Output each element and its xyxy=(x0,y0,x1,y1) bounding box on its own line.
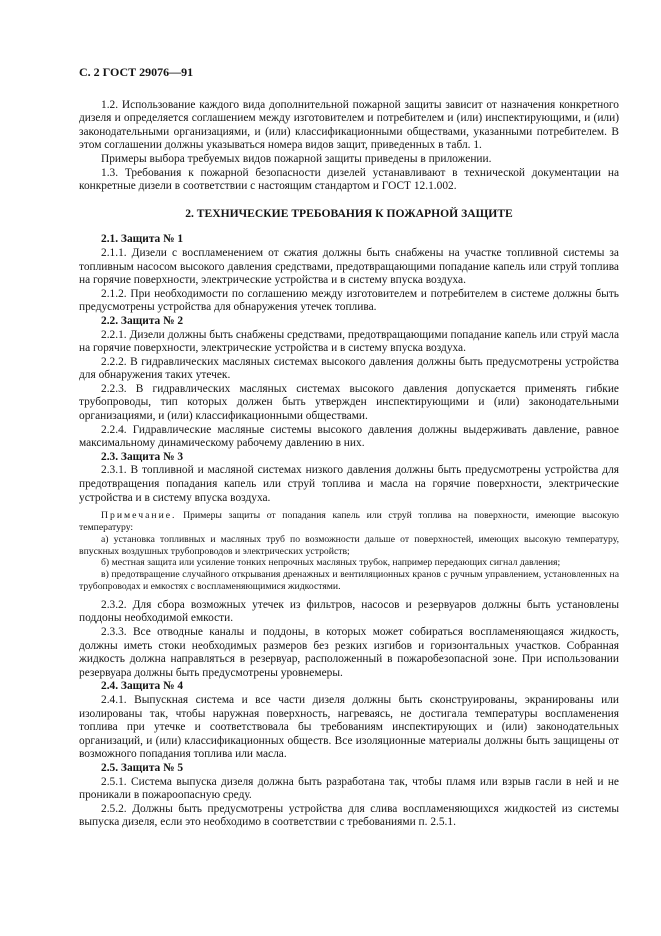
subsection-2-4-title: 2.4. Защита № 4 xyxy=(101,680,184,693)
subsection-2-5-title: 2.5. Защита № 5 xyxy=(101,761,184,774)
subsection-2-3-title: 2.3. Защита № 3 xyxy=(101,450,184,463)
subsection-2-1-title: 2.1. Защита № 1 xyxy=(101,233,184,246)
paragraph-2-5-1: 2.5.1. Система выпуска дизеля должна быть разработана так, чтобы пламя или взрыв гасли в ней и не проникали в пожароопасную среду. xyxy=(79,775,619,802)
page-header: С. 2 ГОСТ 29076—91 xyxy=(79,65,194,79)
paragraph-examples: Примеры выбора требуемых видов пожарной защиты приведены в приложении. xyxy=(101,152,492,165)
paragraph-2-1-2: 2.1.2. При необходимости по соглашению между изготовителем и потребителем в системе должны быть предусмотрены устройства для обнаружения утечек топлива. xyxy=(79,287,619,314)
note-block xyxy=(79,510,619,593)
paragraph-2-3-3: 2.3.3. Все отводные каналы и поддоны, в которых может собираться воспламеняющаяся жидкость, должны иметь стоки необходимых размеров без резких изгибов и горизонтальных участков. Собранная жидкость должна направляться в резервуар, расположенный в пожаробезопасной зоне. При использовании резервуара должны быть предусмотрены уровнемеры. xyxy=(79,625,619,679)
paragraph-2-5-2: 2.5.2. Должны быть предусмотрены устройства для слива воспламеняющихся жидкостей из системы выпуска дизеля, если это необходимо в соответствии с требованиями п. 2.5.1. xyxy=(79,802,619,829)
paragraph-1-3: 1.3. Требования к пожарной безопасности дизелей устанавливают в технической документации на конкретные дизели в соответствии с настоящим стандартом и ГОСТ 12.1.002. xyxy=(79,166,619,193)
paragraph-2-4-1: 2.4.1. Выпускная система и все части дизеля должны быть сконструированы, экранированы или изолированы так, чтобы наружная поверхность, нагреваясь, не достигала температуры воспламенения топлива при утечке и соответствовала бы требованиям инспектирующих и (или) законодательных организаций, и (или) классификационных обществ. Все изоляционные материалы должны быть защищены от возможного попадания топлива или масла. xyxy=(79,693,619,761)
paragraph-2-2-2: 2.2.2. В гидравлических масляных системах высокого давления должны быть предусмотрены устройства для обнаружения таких утечек. xyxy=(79,355,619,382)
note-intro xyxy=(79,510,619,534)
paragraph-2-2-3: 2.2.3. В гидравлических масляных системах высокого давления допускается применять гибкие трубопроводы, тип которых должен быть утвержден инспектирующими и (или) законодательными организациями, и (или) классификационными обществами. xyxy=(79,382,619,423)
note-text: Примеры защиты от попадания капель или струй топлива на поверхности, имеющие высокую температуру: xyxy=(79,510,619,534)
paragraph-2-1-1: 2.1.1. Дизели с воспламенением от сжатия должны быть снабжены на участке топливной системы за топливным насосом высокого давления средствами, предотвращающими попадание капель или струй топлива на горячие поверхности, электрические устройства и в систему впуска воздуха. xyxy=(79,246,619,287)
note-item-c: в) предотвращение случайного открывания дренажных и вентиляционных кранов с ручным управлением, установленных на трубопроводах и емкостях с воспламеняющимися жидкостями. xyxy=(79,569,619,592)
paragraph-2-2-1: 2.2.1. Дизели должны быть снабжены средствами, предотвращающими попадание капель или струй масла на горячие поверхности, электрические устройства и в систему впуска воздуха. xyxy=(79,328,619,355)
note-label: Примечание. xyxy=(101,510,177,522)
note-item-a: а) установка топливных и масляных труб по возможности дальше от поверхностей, имеющих высокую температуру, впускных воздушных трубопроводов и электрических устройств; xyxy=(79,533,619,557)
paragraph-2-3-1: 2.3.1. В топливной и масляной системах низкого давления должны быть предусмотрены устройства для предотвращения попадания капель или струй топлива и масла на горячие поверхности, электрические устройства и в систему впуска воздуха. xyxy=(79,464,619,504)
section-title: 2. ТЕХНИЧЕСКИЕ ТРЕБОВАНИЯ К ПОЖАРНОЙ ЗАЩИТЕ xyxy=(185,206,513,220)
paragraph-2-2-4: 2.2.4. Гидравлические масляные системы высокого давления должны выдерживать давление, равное максимальному динамическому рабочему давлению в них. xyxy=(79,423,619,450)
note-item-b: б) местная защита или усиление тонких непрочных масляных трубок, например передающих сигнал давления; xyxy=(101,557,561,569)
subsection-2-2-title: 2.2. Защита № 2 xyxy=(101,314,184,327)
paragraph-1-2: 1.2. Использование каждого вида дополнительной пожарной защиты зависит от назначения конкретного дизеля и определяется соглашением между изготовителем и потребителем и (или) инспектирующими, и (или) законодательными организациями, и (или) классификационными обществами, указанными потребителем. В этом соглашении должны указываться номера видов защит, приведенных в табл. 1. xyxy=(79,98,619,152)
paragraph-2-3-2: 2.3.2. Для сбора возможных утечек из фильтров, насосов и резервуаров должны быть установлены поддоны необходимой емкости. xyxy=(79,598,619,625)
